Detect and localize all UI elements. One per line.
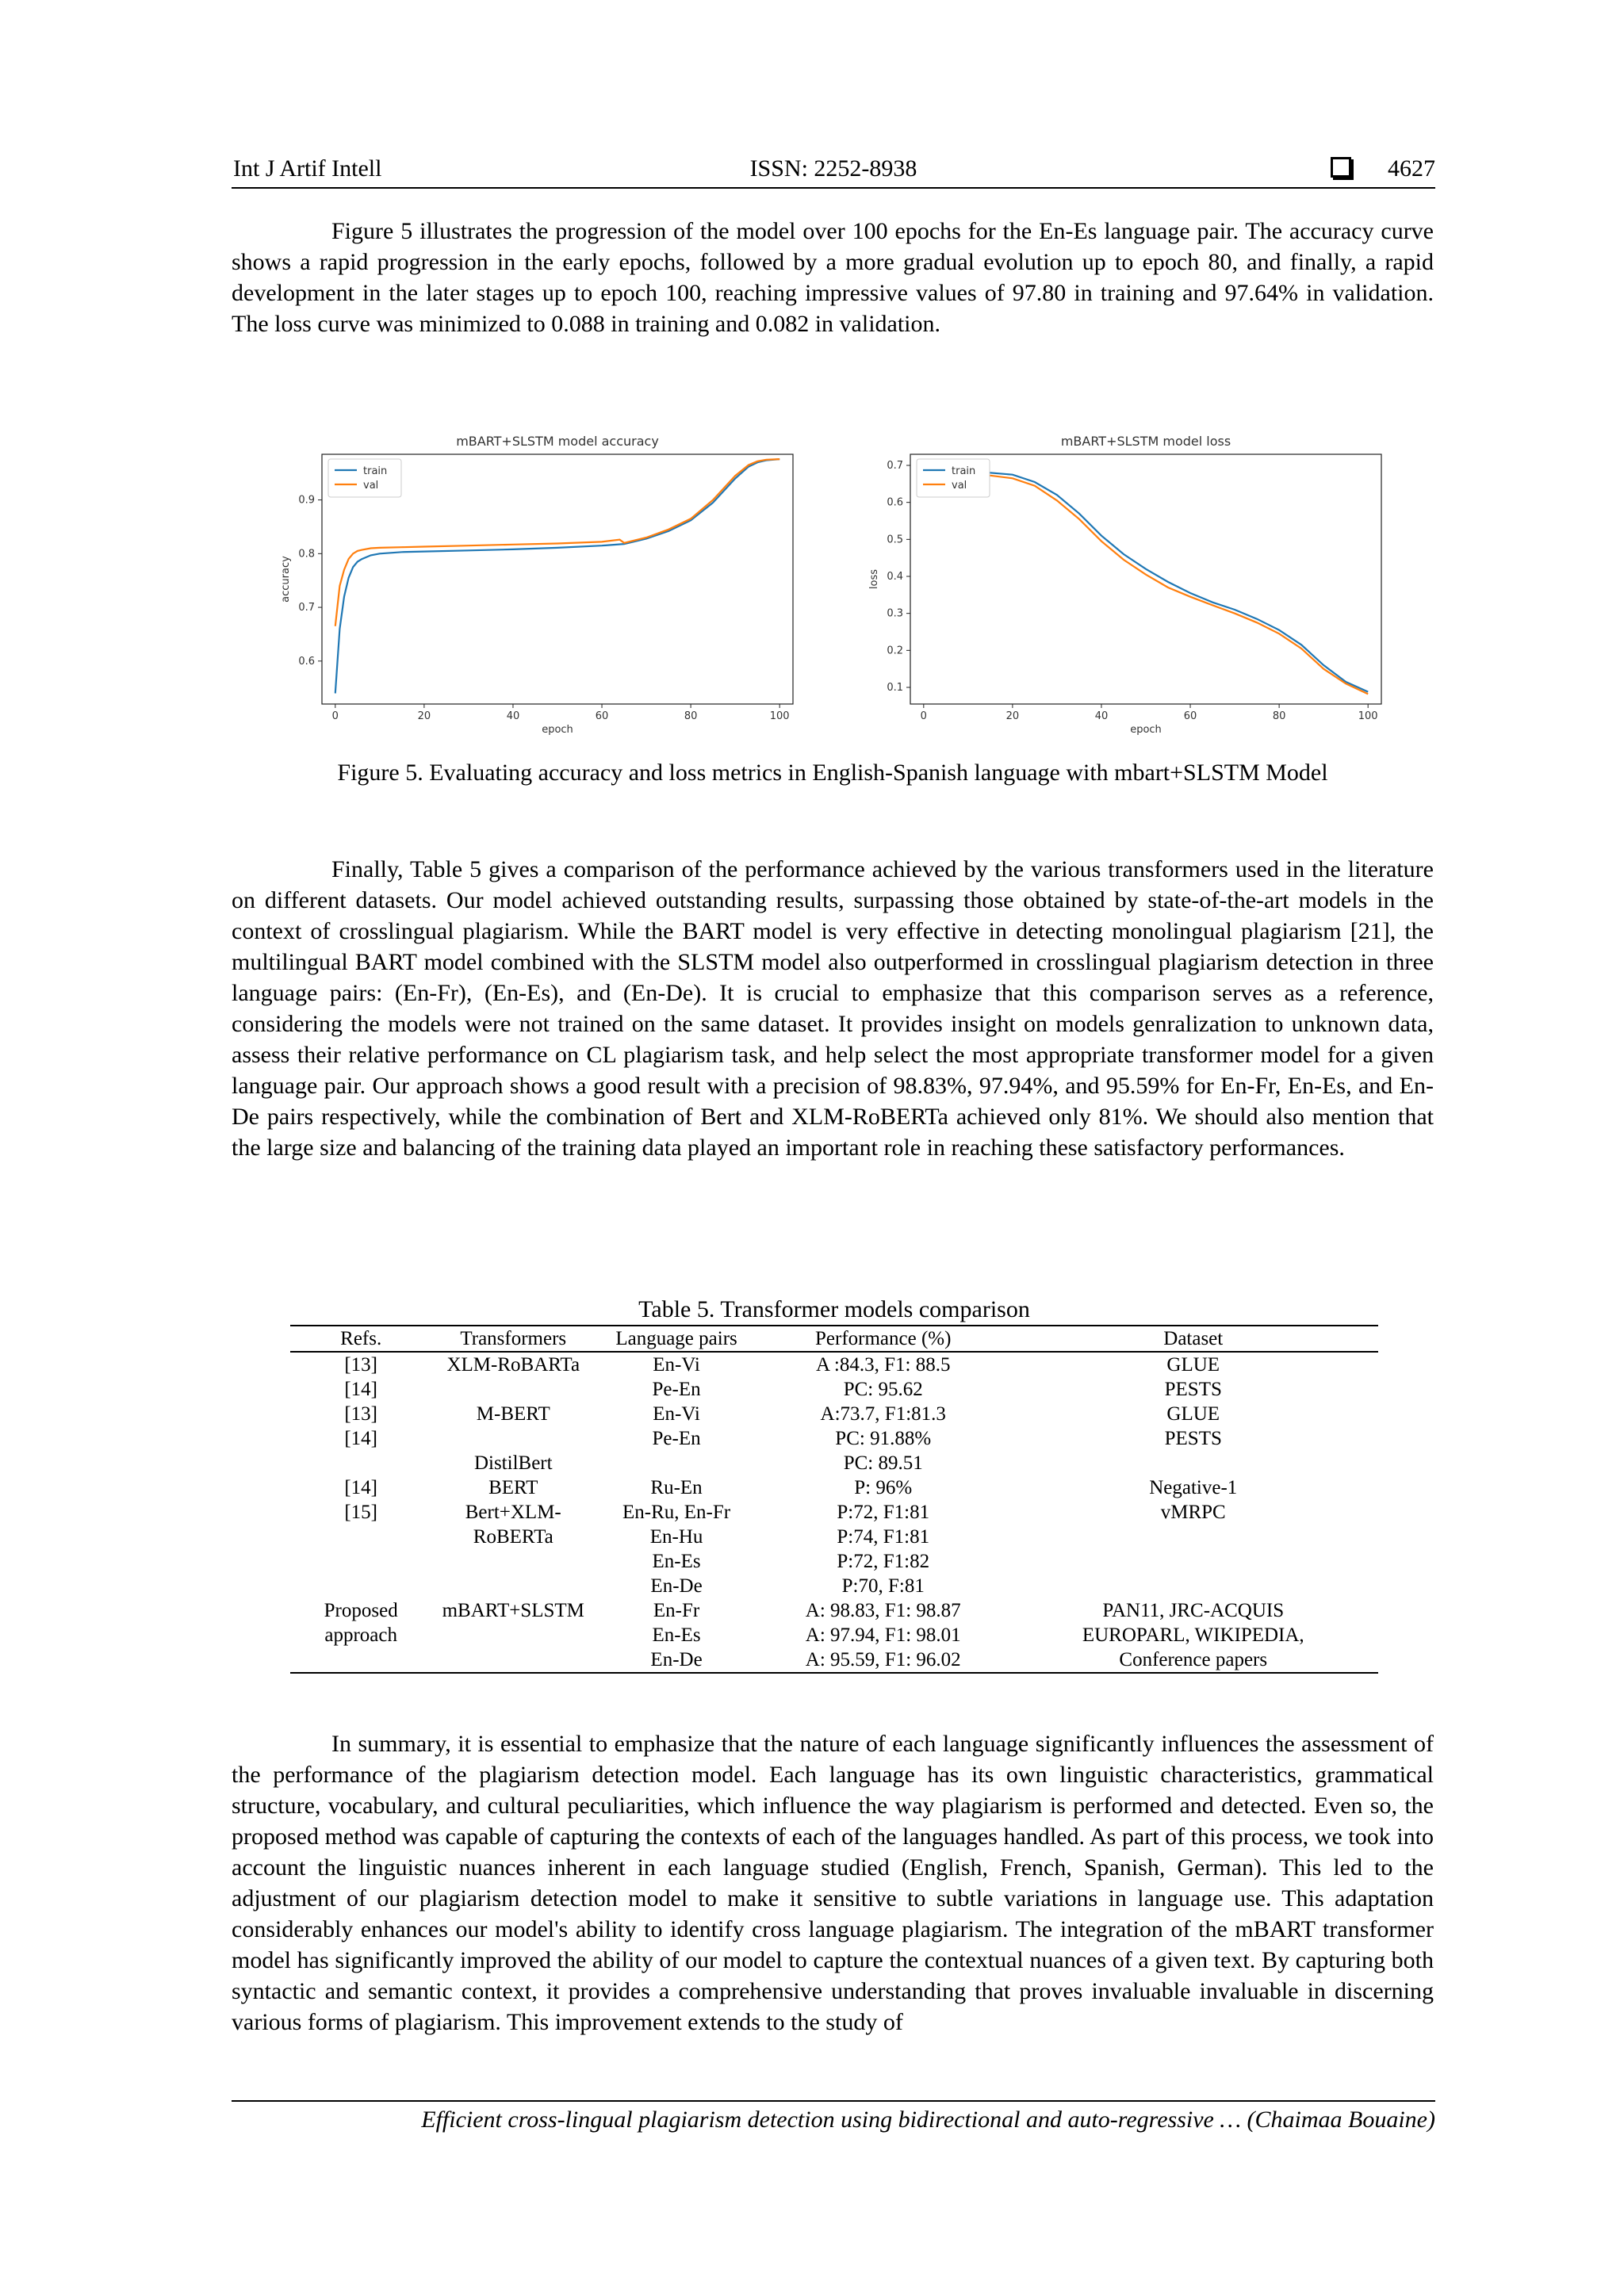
figure-caption: Figure 5. Evaluating accuracy and loss metrics in English-Spanish language with mbart+SLSTM Model	[337, 760, 1328, 786]
cell-performance: PC: 91.88%	[835, 1428, 932, 1449]
series-line-val	[335, 459, 779, 626]
table-row	[290, 1352, 1378, 1377]
cell-performance: P:72, F1:81	[837, 1502, 930, 1523]
cell-language-pair: En-De	[650, 1575, 703, 1597]
cell-ref	[290, 1451, 431, 1475]
cell-language-pair: En-Es	[652, 1624, 701, 1646]
cell-dataset	[1009, 1451, 1379, 1475]
cell-ref: [15]	[344, 1502, 377, 1523]
y-axis-label: loss	[868, 568, 880, 590]
x-tick-label: 100	[769, 710, 790, 722]
cell-language-pair: En-Ru, En-Fr	[622, 1502, 731, 1523]
header-language-pairs: Language pairs	[595, 1326, 758, 1352]
cell-performance: P:70, F:81	[841, 1575, 925, 1597]
cell-transformer: mBART+SLSTM	[442, 1600, 584, 1621]
cell-ref: [13]	[344, 1403, 377, 1425]
cell-ref: [14]	[344, 1477, 377, 1498]
table-row	[290, 1598, 1378, 1623]
cell-performance: A: 98.83, F1: 98.87	[805, 1600, 961, 1621]
y-tick-label: 0.2	[887, 645, 903, 657]
cell-language-pair: En-Vi	[653, 1354, 700, 1376]
cell-transformer: RoBERTa	[473, 1526, 553, 1548]
series-line-train	[924, 469, 1368, 692]
table-header-row	[290, 1326, 1378, 1352]
cell-language-pair: Pe-En	[652, 1379, 701, 1400]
x-axis-label: epoch	[542, 724, 573, 736]
cell-transformer: XLM-RoBARTa	[446, 1354, 580, 1376]
legend-label-train: train	[363, 465, 388, 477]
cell-transformer	[431, 1647, 595, 1673]
table-row	[290, 1377, 1378, 1402]
x-tick-label: 80	[1272, 710, 1286, 722]
x-tick-label: 0	[920, 710, 927, 722]
comparison-table	[290, 1325, 1378, 1674]
x-tick-label: 80	[684, 710, 698, 722]
cell-language-pair: En-Es	[652, 1551, 701, 1572]
cell-transformer: Bert+XLM-	[465, 1502, 561, 1523]
table-row	[290, 1451, 1378, 1475]
cell-dataset: PESTS	[1164, 1428, 1222, 1449]
table-row	[290, 1647, 1378, 1673]
cell-dataset: GLUE	[1166, 1354, 1220, 1376]
y-tick-label: 0.6	[298, 655, 315, 668]
legend-label-train: train	[952, 465, 976, 477]
cell-transformer	[431, 1549, 595, 1574]
y-tick-label: 0.4	[887, 571, 903, 583]
cell-ref	[290, 1574, 431, 1598]
y-tick-label: 0.3	[887, 607, 903, 620]
cell-dataset: PAN11, JRC-ACQUIS	[1102, 1600, 1285, 1621]
table-row	[290, 1623, 1378, 1647]
table-row	[290, 1426, 1378, 1451]
cell-ref: approach	[324, 1624, 397, 1646]
y-tick-label: 0.9	[298, 494, 315, 507]
cell-ref: [14]	[344, 1379, 377, 1400]
x-tick-label: 20	[1005, 710, 1020, 722]
cell-transformer: DistilBert	[473, 1452, 553, 1474]
cell-language-pair: Ru-En	[650, 1477, 703, 1498]
legend-label-val: val	[952, 480, 967, 492]
chart-title: mBART+SLSTM model loss	[1060, 434, 1231, 449]
header-dataset: Dataset	[1009, 1326, 1379, 1352]
cell-language-pair: En-De	[595, 1647, 758, 1673]
y-tick-label: 0.8	[298, 548, 315, 561]
cell-language-pair: En-Fr	[653, 1600, 700, 1621]
cell-language-pair: En-Hu	[649, 1526, 703, 1548]
cell-performance: A: 95.59, F1: 96.02	[758, 1647, 1009, 1673]
cell-performance: PC: 89.51	[843, 1452, 923, 1474]
cell-dataset: GLUE	[1166, 1403, 1220, 1425]
x-axis-label: epoch	[1130, 724, 1162, 736]
paragraph-table5-discussion: Finally, Table 5 gives a comparison of the performance achieved by the various transformers used in the literature on different datasets. Our model achieved outstanding results, surpassing those obtained by state-of-the-art models in the context of crosslingual plagiarism. While the BART model is very effective in detecting monolingual plagiarism [21], the multilingual BART model combined with the SLSTM model also outperformed in crosslingual plagiarism detection in three language pairs: (En-Fr), (En-Es), and (En-De). It is crucial to emphasize that this comparison serves as a reference, considering the models were not trained on the same dataset. It provides insight on models genralization to unknown data, assess their relative performance on CL plagiarism task, and help select the most appropriate transformer model for a given language pair. Our approach shows a good result with a precision of 98.83%, 97.94%, and 95.59% for En-Fr, En-Es, and En-De pairs respectively, while the combination of Bert and XLM-RoBERTa achieved only 81%. We should also mention that the large size and balancing of the training data played an important role in reaching these satisfactory performances.	[232, 856, 1434, 1161]
page-header	[232, 155, 1435, 189]
table-row	[290, 1574, 1378, 1598]
cell-ref: [14]	[344, 1428, 377, 1449]
cell-language-pair: Pe-En	[652, 1428, 701, 1449]
square-icon	[1331, 157, 1351, 178]
x-tick-label: 20	[417, 710, 431, 722]
paragraph-summary: In summary, it is essential to emphasize that the nature of each language significantly influences the assessment of the performance of the plagiarism detection model. Each language has its own linguistic characteristics, grammatical structure, vocabulary, and cultural peculiarities, which influence the way plagiarism is performed and detected. Even so, the proposed method was capable of capturing the contexts of each of the languages handled. As part of this process, we took into account the linguistic nuances inherent in each language studied (English, French, Spanish, German). This led to the adjustment of our plagiarism detection model to make it sensitive to subtle variations in language use. This adaptation considerably enhances our model's ability to identify cross language plagiarism. The integration of the mBART transformer model has significantly improved the ability of our model to capture the contextual nuances of a given text. By capturing both syntactic and semantic context, it provides a comprehensive understanding that proves invaluable invaluable in discerning various forms of plagiarism. This improvement extends to the study of	[232, 1731, 1434, 2035]
cell-dataset: Conference papers	[1009, 1647, 1379, 1673]
cell-performance: P:74, F1:81	[837, 1526, 930, 1548]
issn: ISSN: 2252-8938	[749, 155, 917, 182]
x-tick-label: 60	[1183, 710, 1197, 722]
paragraph-figure5-description: Figure 5 illustrates the progression of the model over 100 epochs for the En-Es language pair. The accuracy curve shows a rapid progression in the early epochs, followed by a more gradual evolution up to epoch 80, and finally, a rapid development in the later stages up to epoch 100, reaching impressive values of 97.80 in training and 97.64% in validation. The loss curve was minimized to 0.088 in training and 0.082 in validation.	[232, 218, 1434, 337]
y-tick-label: 0.6	[887, 496, 903, 509]
cell-performance: P:72, F1:82	[837, 1551, 930, 1572]
header-performance: Performance (%)	[758, 1326, 1009, 1352]
cell-dataset	[1009, 1574, 1379, 1598]
series-line-train	[335, 459, 779, 693]
x-tick-label: 40	[1094, 710, 1109, 722]
cell-dataset	[1009, 1549, 1379, 1574]
cell-performance: A: 97.94, F1: 98.01	[805, 1624, 961, 1646]
cell-performance: A:73.7, F1:81.3	[820, 1403, 946, 1425]
cell-ref: [13]	[344, 1354, 377, 1376]
table-title: Table 5. Transformer models comparison	[638, 1296, 1030, 1322]
cell-ref	[290, 1525, 431, 1549]
y-tick-label: 0.5	[887, 534, 903, 546]
y-tick-label: 0.1	[887, 682, 903, 694]
page-footer: Efficient cross-lingual plagiarism detection using bidirectional and auto-regressive … (Chaimaa Bouaine)	[232, 2100, 1435, 2133]
cell-performance: A :84.3, F1: 88.5	[815, 1354, 951, 1376]
y-tick-label: 0.7	[887, 460, 903, 472]
journal-name: Int J Artif Intell	[233, 155, 382, 182]
loss-chart	[864, 427, 1388, 736]
cell-transformer	[431, 1426, 595, 1451]
table-row	[290, 1500, 1378, 1525]
table-row	[290, 1475, 1378, 1500]
cell-transformer: BERT	[488, 1477, 538, 1498]
cell-ref: Proposed	[324, 1600, 398, 1621]
accuracy-chart	[276, 427, 799, 736]
x-tick-label: 0	[331, 710, 339, 722]
x-tick-label: 100	[1358, 710, 1378, 722]
x-tick-label: 40	[506, 710, 520, 722]
cell-transformer	[431, 1377, 595, 1402]
page-number-group	[1331, 155, 1435, 182]
y-axis-label: accuracy	[280, 556, 292, 603]
cell-ref	[290, 1549, 431, 1574]
header-refs: Refs.	[290, 1326, 431, 1352]
cell-performance: PC: 95.62	[843, 1379, 923, 1400]
cell-language-pair	[595, 1451, 758, 1475]
header-transformers: Transformers	[431, 1326, 595, 1352]
cell-dataset: EUROPARL, WIKIPEDIA,	[1082, 1624, 1304, 1646]
cell-transformer: M-BERT	[476, 1403, 550, 1425]
cell-ref	[290, 1647, 431, 1673]
chart-title: mBART+SLSTM model accuracy	[456, 434, 659, 449]
page-number: 4627	[1388, 155, 1435, 182]
cell-dataset: PESTS	[1164, 1379, 1222, 1400]
series-line-val	[924, 469, 1368, 695]
cell-dataset: vMRPC	[1160, 1502, 1226, 1523]
x-tick-label: 60	[595, 710, 609, 722]
cell-transformer	[431, 1623, 595, 1647]
cell-performance: P: 96%	[854, 1477, 913, 1498]
legend-label-val: val	[363, 480, 379, 492]
table-row	[290, 1402, 1378, 1426]
table-row	[290, 1525, 1378, 1549]
cell-dataset: Negative-1	[1149, 1477, 1238, 1498]
table-row	[290, 1549, 1378, 1574]
cell-language-pair: En-Vi	[653, 1403, 700, 1425]
cell-transformer	[431, 1574, 595, 1598]
cell-dataset	[1009, 1525, 1379, 1549]
y-tick-label: 0.7	[298, 602, 315, 614]
